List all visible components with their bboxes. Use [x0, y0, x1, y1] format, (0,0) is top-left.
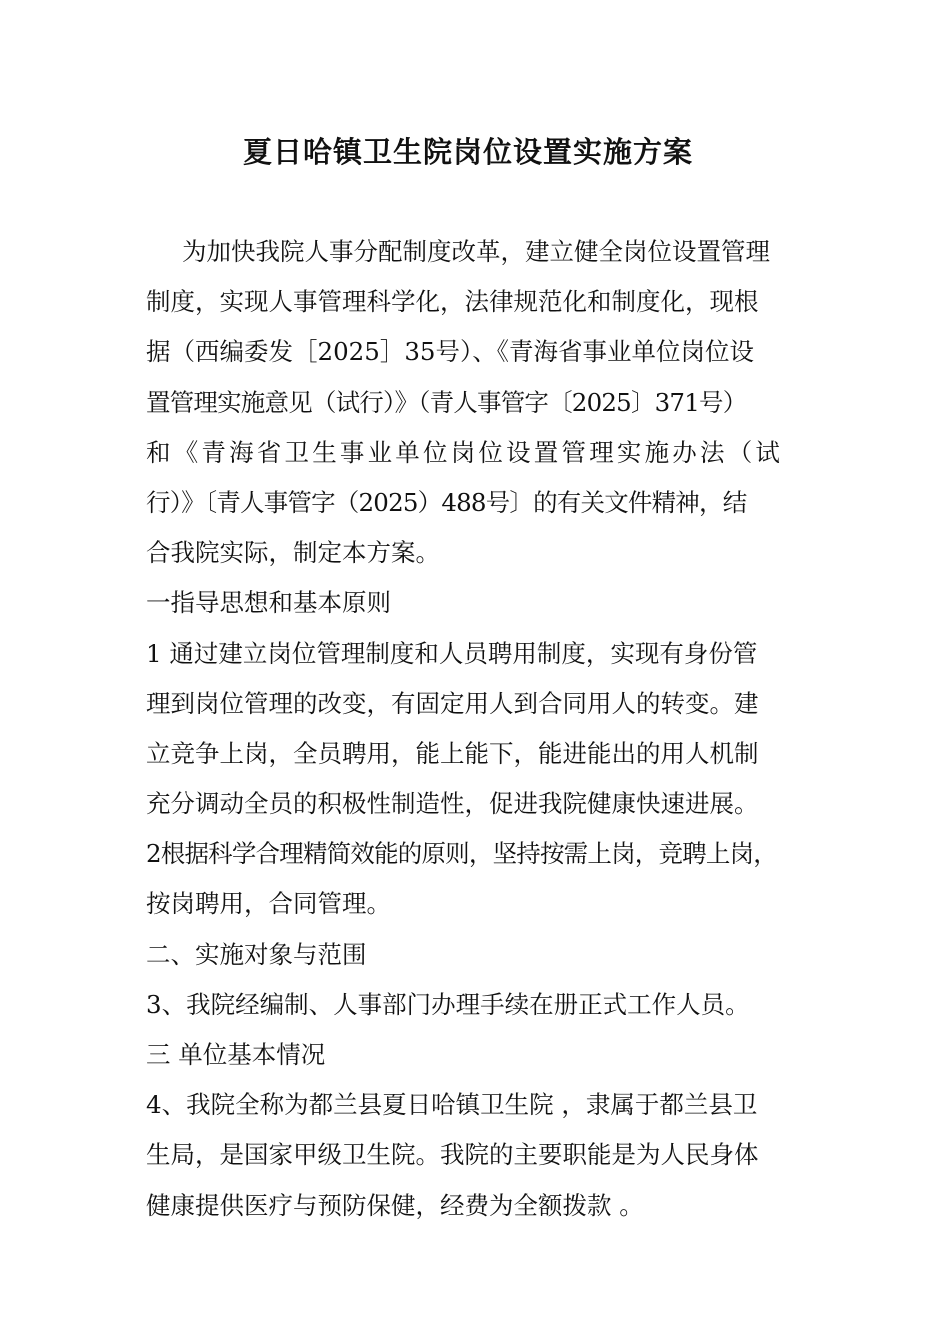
- body-line: 和《青海省卫生事业单位岗位设置管理实施办法（试: [146, 437, 784, 467]
- body-line: 制度，实现人事管理科学化，法律规范化和制度化，现根: [146, 287, 759, 317]
- body-line: 理到岗位管理的改变，有固定用人到合同用人的转变。建: [146, 688, 759, 718]
- document-body: [146, 227, 816, 1231]
- body-line: 按岗聘用，合同管理。: [146, 889, 391, 919]
- document-title: 夏日哈镇卫生院岗位设置实施方案: [242, 135, 693, 169]
- body-line: 行）》〔青人事管字（2025）488号〕的有关文件精神，结: [146, 487, 747, 517]
- body-line: 为加快我院人事分配制度改革，建立健全岗位设置管理: [182, 237, 770, 266]
- section-heading: 三 单位基本情况: [146, 1040, 326, 1069]
- body-line: 置管理实施意见（试行）》（青人事管字〔2025〕371号）: [146, 387, 747, 417]
- body-line: 3、我院经编制、人事部门办理手续在册正式工作人员。: [146, 989, 750, 1019]
- body-line: 4、我院全称为都兰县夏日哈镇卫生院 ，隶属于都兰县卫: [146, 1090, 758, 1120]
- section-heading: 一指导思想和基本原则: [146, 588, 391, 618]
- body-line: 2根据科学合理精简效能的原则，坚持按需上岗，竞聘上岗，: [146, 839, 777, 869]
- body-line: 充分调动全员的积极性制造性，促进我院健康快速进展。: [146, 789, 759, 819]
- section-heading: 二、实施对象与范围: [146, 939, 367, 969]
- body-line: 合我院实际，制定本方案。: [146, 538, 440, 568]
- body-line: 立竞争上岗，全员聘用，能上能下，能进能出的用人机制: [146, 738, 759, 768]
- body-line: 生局，是国家甲级卫生院。我院的主要职能是为人民身体: [146, 1140, 759, 1170]
- body-line: 1 通过建立岗位管理制度和人员聘用制度，实现有身份管: [146, 638, 758, 668]
- body-line: 健康提供医疗与预防保健，经费为全额拨款 。: [146, 1190, 644, 1220]
- body-line: 据（西编委发［2025］35号）、《青海省事业单位岗位设: [146, 337, 755, 367]
